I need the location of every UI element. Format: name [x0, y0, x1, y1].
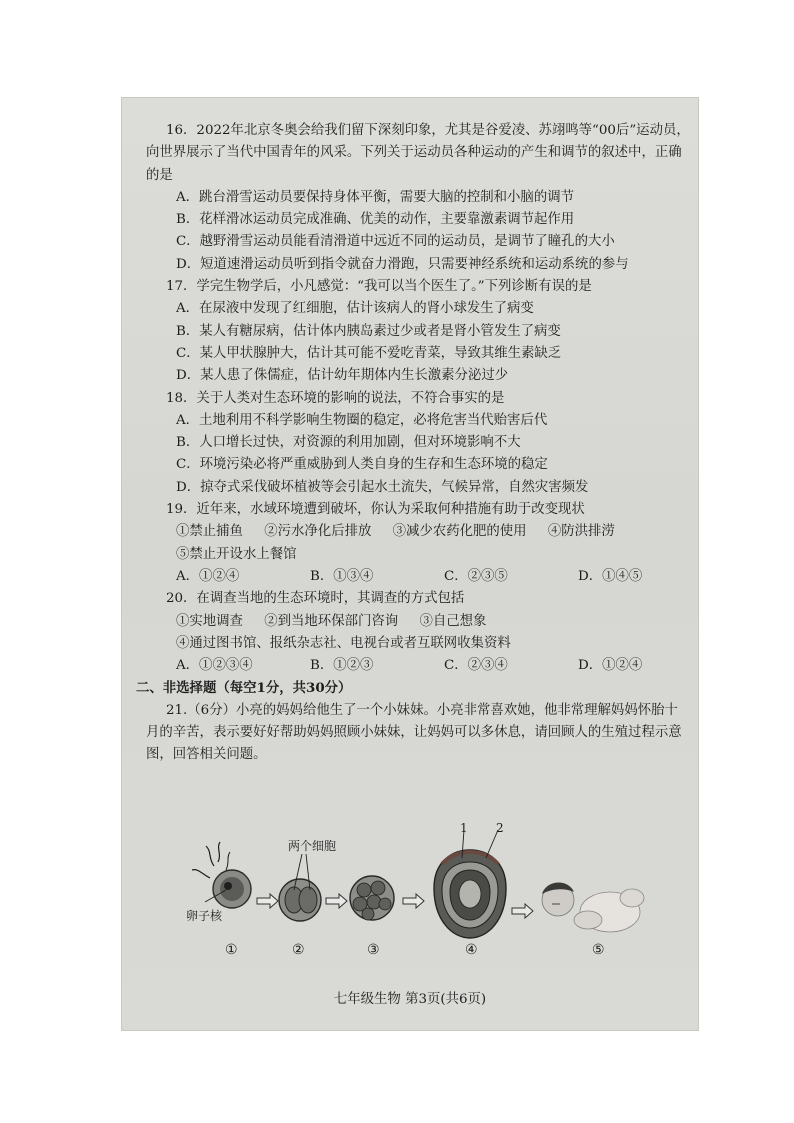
- embryo-figure: [434, 830, 506, 938]
- q16-option-b: B．花样滑冰运动员完成准确、优美的动作，主要靠激素调节起作用: [176, 212, 575, 228]
- q18-option-a: A．土地利用不科学影响生物圈的稳定，必将危害当代贻害后代: [176, 412, 548, 428]
- q16-stem-line3: 的是: [146, 167, 173, 183]
- exam-content: [136, 120, 690, 767]
- q19-item-2: ②污水净化后排放: [264, 524, 372, 540]
- q18-option-b: B．人口增长过快，对资源的利用加剧，但对环境影响不大: [176, 435, 521, 451]
- q17-option-b: B．某人有糖尿病，估计体内胰岛素过少或者是肾小管发生了病变: [176, 323, 561, 339]
- reproduction-diagram: [122, 818, 698, 988]
- q16-stem-line2: 向世界展示了当代中国青年的风采。下列关于运动员各种运动的产生和调节的叙述中，正确: [146, 145, 682, 161]
- q16-option-d: D．短道速滑运动员听到指令就奋力滑跑，只需要神经系统和运动系统的参与: [176, 256, 629, 272]
- q19-item-5: ⑤禁止开设水上餐馆: [176, 546, 297, 562]
- label-two-cells: 两个细胞: [288, 839, 337, 853]
- q16-option-c: C．越野滑雪运动员能看清滑道中远近不同的运动员，是调节了瞳孔的大小: [176, 234, 615, 250]
- step-3-label: ③: [367, 942, 380, 958]
- q17-option-a: A．在尿液中发现了红细胞，估计该病人的肾小球发生了病变: [176, 301, 534, 317]
- step-1-label: ①: [225, 942, 238, 958]
- q21-line3: 图，回答相关问题。: [146, 747, 267, 763]
- label-part-2: 2: [496, 821, 504, 835]
- q19-stem: 19．近年来，水域环境遭到破坏，你认为采取何种措施有助于改变现状: [166, 502, 585, 518]
- fertilized-egg-figure: [192, 842, 251, 908]
- arrow-icon: [403, 894, 424, 908]
- q18-option-c: C．环境污染必将严重威胁到人类自身的生存和生态环境的稳定: [176, 457, 548, 473]
- q20-items-row1: [146, 611, 678, 633]
- q16-option-a: A．跳台滑雪运动员要保持身体平衡，需要大脑的控制和小脑的调节: [176, 189, 574, 205]
- step-5-label: ⑤: [592, 942, 605, 958]
- q21-line1: 21.（6分）小亮的妈妈给他生了一个小妹妹。小亮非常喜欢她，他非常理解妈妈怀胎十: [166, 702, 678, 718]
- q20-item-2: ②到当地环保部门咨询: [264, 613, 399, 629]
- q20-option-d: D．①②④: [578, 658, 643, 674]
- q20-option-b: B．①②③: [310, 658, 374, 674]
- q19-item-1: ①禁止捕鱼: [176, 524, 243, 540]
- q19-option-a: A．①②④: [176, 568, 240, 584]
- arrow-icon: [257, 894, 278, 908]
- q19-option-b: B．①③④: [310, 568, 374, 584]
- cell-mass-figure: [350, 876, 394, 920]
- arrow-icon: [512, 904, 533, 918]
- q20-item-3: ③自己想象: [419, 613, 487, 629]
- step-2-label: ②: [292, 942, 305, 958]
- q20-options: [146, 655, 678, 677]
- step-4-label: ④: [465, 942, 478, 958]
- label-egg-nucleus: 卵子核: [186, 909, 223, 923]
- section-heading: 二、非选择题（每空1分，共30分）: [136, 680, 352, 697]
- q21-line2: 月的辛苦，表示要好好帮助妈妈照顾小妹妹，让妈妈可以多休息，请回顾人的生殖过程示意: [146, 725, 682, 741]
- exam-page: [122, 98, 698, 1030]
- q19-option-c: C．②③⑤: [444, 568, 508, 584]
- q20-option-a: A．①②③④: [176, 658, 253, 674]
- q18-stem: 18．关于人类对生态环境的影响的说法，不符合事实的是: [166, 390, 505, 406]
- q17-stem: 17．学完生物学后，小凡感觉：“我可以当个医生了。”下列诊断有误的是: [166, 279, 592, 295]
- q19-item-3: ③减少农药化肥的使用: [392, 524, 527, 540]
- label-part-1: 1: [460, 821, 468, 835]
- arrow-icon: [326, 894, 347, 908]
- q19-items-row1: [146, 521, 678, 543]
- q20-stem: 20．在调查当地的生态环境时，其调查的方式包括: [166, 591, 465, 607]
- page-footer: 七年级生物 第3页(共6页): [333, 992, 487, 1007]
- q19-options: [146, 566, 678, 588]
- two-cell-figure: [279, 854, 321, 921]
- baby-figure: [542, 882, 644, 932]
- q20-item-4: ④通过图书馆、报纸杂志社、电视台或者互联网收集资料: [176, 635, 511, 651]
- q20-item-1: ①实地调查: [176, 613, 243, 629]
- q20-option-c: C．②③④: [444, 658, 508, 674]
- q19-item-4: ④防洪排涝: [547, 524, 615, 540]
- q19-option-d: D．①④⑤: [578, 568, 643, 584]
- q16-stem-line1: 16．2022年北京冬奥会给我们留下深刻印象，尤其是谷爱凌、苏翊鸣等“00后”运动员，: [166, 123, 690, 138]
- q17-option-c: C．某人甲状腺肿大，估计其可能不爱吃青菜，导致其维生素缺乏: [176, 345, 562, 361]
- q18-option-d: D．掠夺式采伐破坏植被等会引起水土流失，气候异常，自然灾害频发: [176, 479, 589, 495]
- q17-option-d: D．某人患了侏儒症，估计幼年期体内生长激素分泌过少: [176, 368, 509, 384]
